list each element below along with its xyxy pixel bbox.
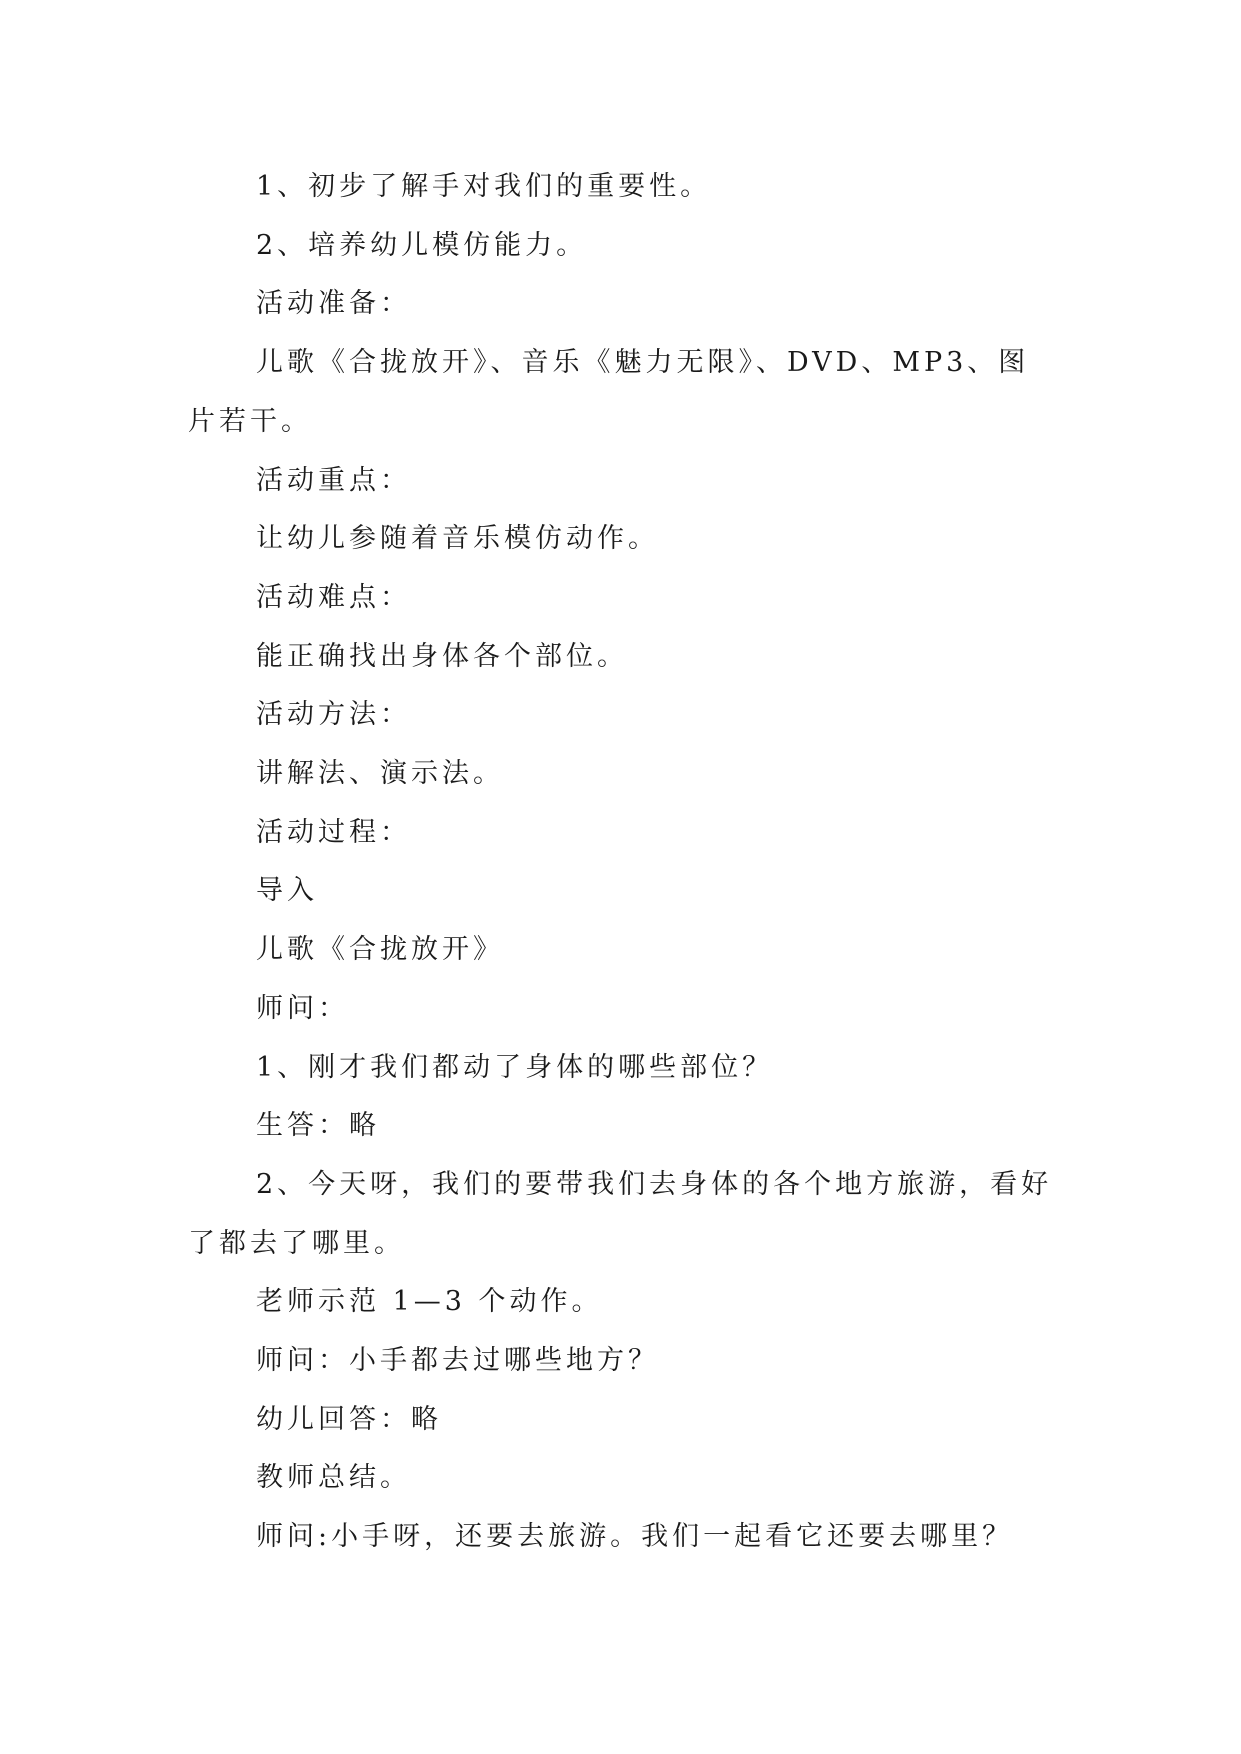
- heading-activity-process: 活动过程：: [256, 816, 411, 848]
- paragraph-method: 讲解法、演示法。: [256, 758, 504, 790]
- paragraph-song: 儿歌《合拢放开》: [256, 934, 504, 966]
- document-body: [188, 158, 1058, 1567]
- paragraph-child-answer: 幼儿回答：略: [256, 1403, 442, 1435]
- paragraph-focus: 让幼儿参随着音乐模仿动作。: [256, 523, 659, 555]
- paragraph-objective-2: 2、培养幼儿模仿能力。: [256, 229, 588, 261]
- paragraph-difficulty: 能正确找出身体各个部位。: [256, 640, 628, 672]
- heading-activity-focus: 活动重点：: [256, 464, 411, 496]
- paragraph-final-question: 师问:小手呀，还要去旅游。我们一起看它还要去哪里？: [256, 1521, 1014, 1553]
- paragraph-intro: 导入: [256, 875, 318, 907]
- paragraph-question-1: 1、刚才我们都动了身体的哪些部位？: [256, 1051, 774, 1083]
- heading-activity-difficulty: 活动难点：: [256, 581, 411, 613]
- paragraph-teacher-asks: 师问：: [256, 992, 349, 1024]
- paragraph-demonstration: 老师示范 1—3 个动作。: [256, 1286, 603, 1318]
- heading-activity-preparation: 活动准备：: [256, 288, 411, 320]
- paragraph-question-2: 2、今天呀，我们的要带我们去身体的各个地方旅游，看好了都去了哪里。: [188, 1168, 1053, 1259]
- heading-activity-method: 活动方法：: [256, 699, 411, 731]
- paragraph-teacher-summary: 教师总结。: [256, 1462, 411, 1494]
- paragraph-objective-1: 1、初步了解手对我们的重要性。: [256, 171, 712, 202]
- paragraph-materials: 儿歌《合拢放开》、音乐《魅力无限》、DVD、MP3、图片若干。: [188, 347, 1030, 437]
- paragraph-teacher-question: 师问：小手都去过哪些地方？: [256, 1345, 659, 1377]
- paragraph-student-answer: 生答：略: [256, 1110, 380, 1142]
